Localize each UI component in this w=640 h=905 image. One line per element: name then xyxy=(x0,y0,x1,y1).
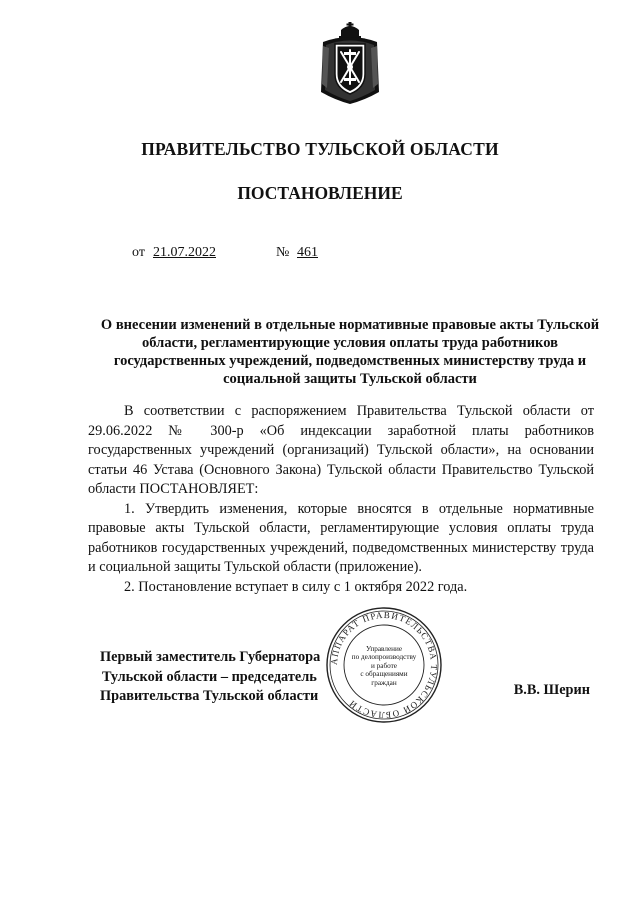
stamp-center-text xyxy=(329,645,439,687)
signature-position-line: Первый заместитель Губернатора xyxy=(100,649,321,665)
organization-name: ПРАВИТЕЛЬСТВО ТУЛЬСКОЙ ОБЛАСТИ xyxy=(141,139,499,159)
preamble-paragraph: В соответствии с распоряжением Правительства Тульской области от 29.06.2022 № 300-р «Об индексации заработной платы работников государственных учреждений (организаций) Тульской области», на основании статьи 46 Устава (Основного Закона) Тульской области Правительство Тульской области ПОСТАНОВЛЯЕТ: xyxy=(88,403,594,497)
stamp-line: и работе xyxy=(371,661,397,670)
stamp-line: с обращениями xyxy=(360,670,408,679)
number-prefix: № xyxy=(276,245,290,260)
item-paragraph: 2. Постановление вступает в силу с 1 октября 2022 года. xyxy=(124,578,468,595)
document-date: 21.07.2022 xyxy=(153,245,216,260)
item-paragraph: 1. Утвердить изменения, которые вносятся в отдельные нормативные правовые акты Тульской области, регламентирующие условия оплаты труда работников государственных учреждений, подведомственных министерству труда и социальной защиты Тульской области (приложение). xyxy=(88,500,594,575)
stamp-line: по делопроизводству xyxy=(351,653,417,662)
stamp-line: граждан xyxy=(371,678,397,687)
stamp-ring-text: АППАРАТ ПРАВИТЕЛЬСТВА ТУЛЬСКОЙ ОБЛАСТИ xyxy=(328,609,440,721)
document-type: ПОСТАНОВЛЕНИЕ xyxy=(237,183,403,203)
signature-position-line: Тульской области – председатель xyxy=(102,668,317,685)
date-prefix: от xyxy=(132,245,145,260)
stamp-line: Управление xyxy=(365,645,403,653)
document-body xyxy=(88,402,594,597)
signer-name: В.В. Шерин xyxy=(513,682,590,698)
signature-position-line: Правительства Тульской области xyxy=(100,688,319,704)
coat-of-arms-emblem xyxy=(317,22,383,106)
signature-position xyxy=(100,648,320,707)
document-title: О внесении изменений в отдельные нормативные правовые акты Тульской области, регламентирующие условия оплаты труда работников государственных учреждений, подведомственных министерству труда и социальной защиты Тульской области xyxy=(100,317,600,387)
document-number: 461 xyxy=(297,245,318,260)
